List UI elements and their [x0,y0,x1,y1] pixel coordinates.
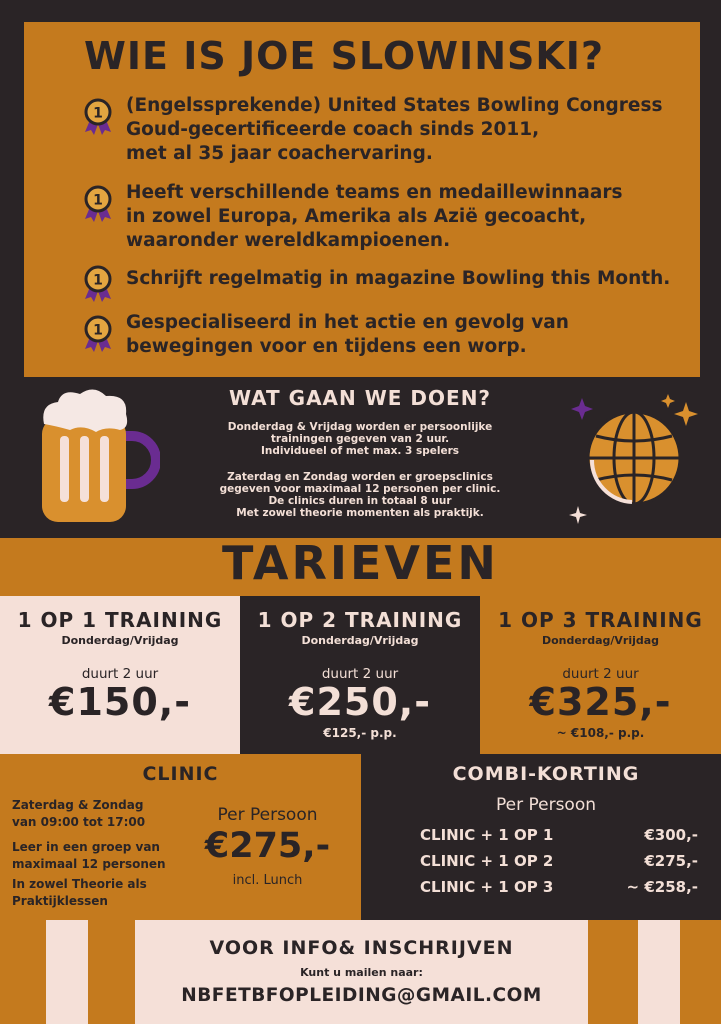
medal-icon [82,313,114,353]
combi-row [420,852,700,874]
medal-icon [82,183,114,223]
globe-icon [566,390,704,526]
rates-title: TARIEVEN [222,536,499,590]
bullet-item [82,267,692,303]
clinic-line: van 09:00 tot 17:00 [12,815,146,829]
clinic-line: Leer in een groep van [12,840,160,854]
rate-card-per-person: ~ €108,- p.p. [556,726,645,740]
clinic-per-person-label: Per Persoon [217,805,318,825]
clinic-line: Zaterdag & Zondag [12,798,144,812]
rate-card-1-op-1 [0,596,240,754]
rate-card-days: Donderdag/Vrijdag [541,634,660,647]
rate-card-price: €150,- [49,680,191,724]
beer-mug-icon [36,384,160,526]
rate-card-title: 1 OP 3 TRAINING [498,608,703,632]
clinic-schedule [12,797,182,831]
bullet-line: Gespecialiseerd in het actie en gevolg van [126,312,569,333]
rate-card-days: Donderdag/Vrijdag [301,634,419,647]
bullet-line: Schrijft regelmatig in magazine Bowling this Month. [126,268,671,289]
combi-row [420,878,700,900]
activities-line: Donderdag & Vrijdag worden er persoonlijke [227,421,493,433]
activities-line: Met zowel theorie momenten als praktijk. [236,507,484,519]
rate-card-1-op-3 [480,596,721,754]
bullet-line: in zowel Europa, Amerika als Azië gecoacht, [126,206,587,227]
bullet-line: waaronder wereldkampioenen. [126,230,451,251]
rate-card-duration: duurt 2 uur [321,666,399,682]
contact-email[interactable]: NBFETBFOPLEIDING@GMAIL.COM [181,985,542,1006]
rate-card-1-op-2 [240,596,480,754]
clinic-price: €275,- [204,826,331,866]
bullet-line: (Engelssprekende) United States Bowling Congress [126,95,663,116]
combi-name: CLINIC + 1 OP 3 [420,878,554,896]
combi-price: €300,- [644,826,698,844]
page-title: WIE IS JOE SLOWINSKI? [84,34,604,78]
bullet-line: bewegingen voor en tijdens een worp. [126,336,527,357]
clinic-lunch: incl. Lunch [232,873,303,888]
rate-card-title: 1 OP 2 TRAINING [257,608,463,632]
rate-card-per-person: €125,- p.p. [323,726,397,740]
decor-stripe [638,920,680,1024]
activities-line: Zaterdag en Zondag worden er groepsclinics [227,471,493,483]
combi-name: CLINIC + 1 OP 1 [420,826,554,844]
clinic-line: maximaal 12 personen [12,857,166,871]
activities-line: gegeven voor maximaal 12 personen per clinic. [219,483,501,495]
rate-card-duration: duurt 2 uur [562,666,639,682]
medal-number: 1 [93,105,103,122]
activities-title: WAT GAAN WE DOEN? [228,386,492,410]
clinic-group [12,839,182,873]
medal-number: 1 [93,272,103,289]
activities-line: Individueel of met max. 3 spelers [260,445,460,457]
clinic-title: CLINIC [142,763,219,785]
bullet-line: met al 35 jaar coachervaring. [126,143,433,164]
decor-stripe [46,920,88,1024]
activities-line: trainingen gegeven van 2 uur. [270,433,450,445]
bullet-item [82,311,692,361]
combi-price: €275,- [644,852,698,870]
medal-number: 1 [93,322,103,339]
activities-line: De clinics duren in totaal 8 uur [268,495,452,507]
rate-card-duration: duurt 2 uur [81,666,159,682]
bullet-line: Goud-gecertificeerde coach sinds 2011, [126,119,540,140]
activities-weekday-text [200,421,520,457]
bullet-line: Heeft verschillende teams en medaillewinnaars [126,182,623,203]
combi-price: ~ €258,- [626,878,698,896]
medal-icon [82,263,114,303]
contact-title: VOOR INFO& INSCHRIJVEN [209,937,514,959]
combi-name: CLINIC + 1 OP 2 [420,852,554,870]
combi-row [420,826,700,848]
rate-card-title: 1 OP 1 TRAINING [17,608,223,632]
clinic-line: Praktijklessen [12,894,108,908]
medal-number: 1 [93,192,103,209]
activities-weekend-text [200,471,520,519]
medal-icon [82,96,114,136]
combi-per-person-label: Per Persoon [495,795,597,815]
rate-card-days: Donderdag/Vrijdag [61,634,179,647]
combi-title: COMBI-KORTING [452,763,640,785]
rate-card-price: €250,- [289,680,431,724]
bullet-item [82,94,692,166]
bullet-item [82,181,692,253]
contact-subtitle: Kunt u mailen naar: [300,966,423,979]
clinic-line: In zowel Theorie als [12,877,147,891]
clinic-content [12,876,182,910]
rate-card-price: €325,- [529,680,672,724]
